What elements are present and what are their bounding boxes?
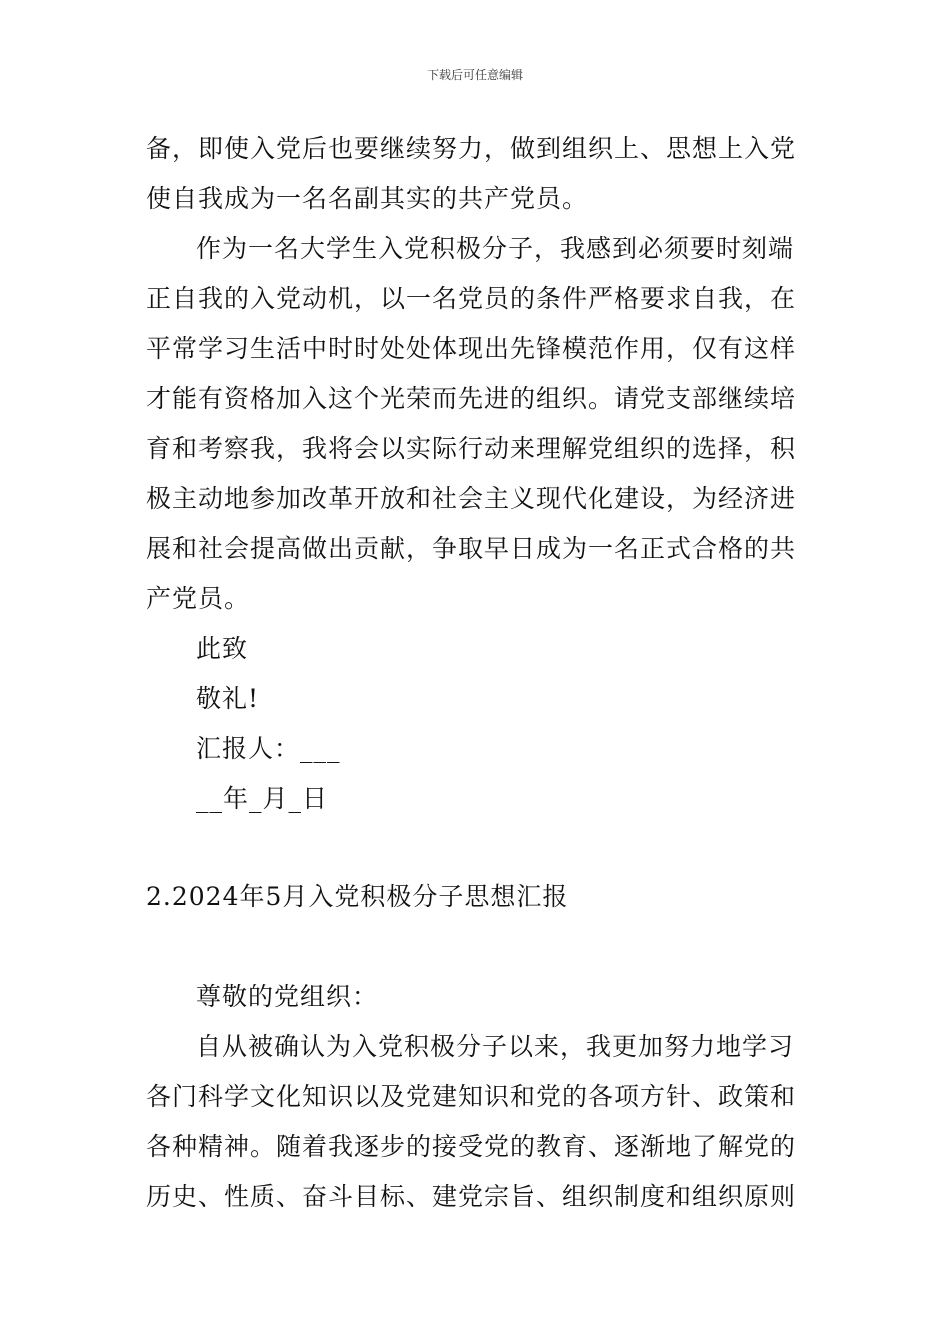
paragraph-line: 育和考察我，我将会以实际行动来理解党组织的选择，积 — [146, 434, 797, 463]
paragraph-line: 正自我的入党动机，以一名党员的条件严格要求自我，在 — [146, 284, 797, 313]
paragraph-line: 极主动地参加改革开放和社会主义现代化建设，为经济进 — [146, 484, 797, 513]
paragraph-line: 才能有资格加入这个光荣而先进的组织。请党支部继续培 — [146, 384, 797, 413]
reporter-line: 汇报人：___ — [196, 734, 341, 763]
paragraph-line: 平常学习生活中时时处处体现出先锋模范作用，仅有这样 — [146, 334, 797, 363]
closing-text: 此致 — [196, 634, 249, 663]
paragraph-line: 备，即使入党后也要继续努力，做到组织上、思想上入党 — [146, 134, 797, 163]
paragraph-line: 作为一名大学生入党积极分子，我感到必须要时刻端 — [196, 234, 795, 263]
paragraph-line: 产党员。 — [146, 584, 251, 613]
paragraph-line: 展和社会提高做出贡献，争取早日成为一名正式合格的共 — [146, 534, 797, 563]
paragraph-line: 各种精神。随着我逐步的接受党的教育、逐渐地了解党的 — [146, 1132, 797, 1161]
paragraph-line: 自从被确认为入党积极分子以来，我更加努力地学习 — [196, 1032, 795, 1061]
paragraph-line: 历史、性质、奋斗目标、建党宗旨、组织制度和组织原则 — [146, 1182, 797, 1211]
section-title: 2.2024年5月入党积极分子思想汇报 — [146, 882, 569, 911]
paragraph-line: 各门科学文化知识以及党建知识和党的各项方针、政策和 — [146, 1082, 797, 1111]
paragraph-line: 使自我成为一名名副其实的共产党员。 — [146, 184, 589, 213]
date-line: __年_月_日 — [196, 784, 329, 813]
salute-text: 敬礼! — [196, 684, 260, 713]
report-body-continued — [146, 124, 810, 824]
greeting-text: 尊敬的党组织： — [196, 982, 379, 1011]
page-header-note: 下载后可任意编辑 — [426, 68, 523, 82]
report-body-second — [146, 972, 810, 1222]
